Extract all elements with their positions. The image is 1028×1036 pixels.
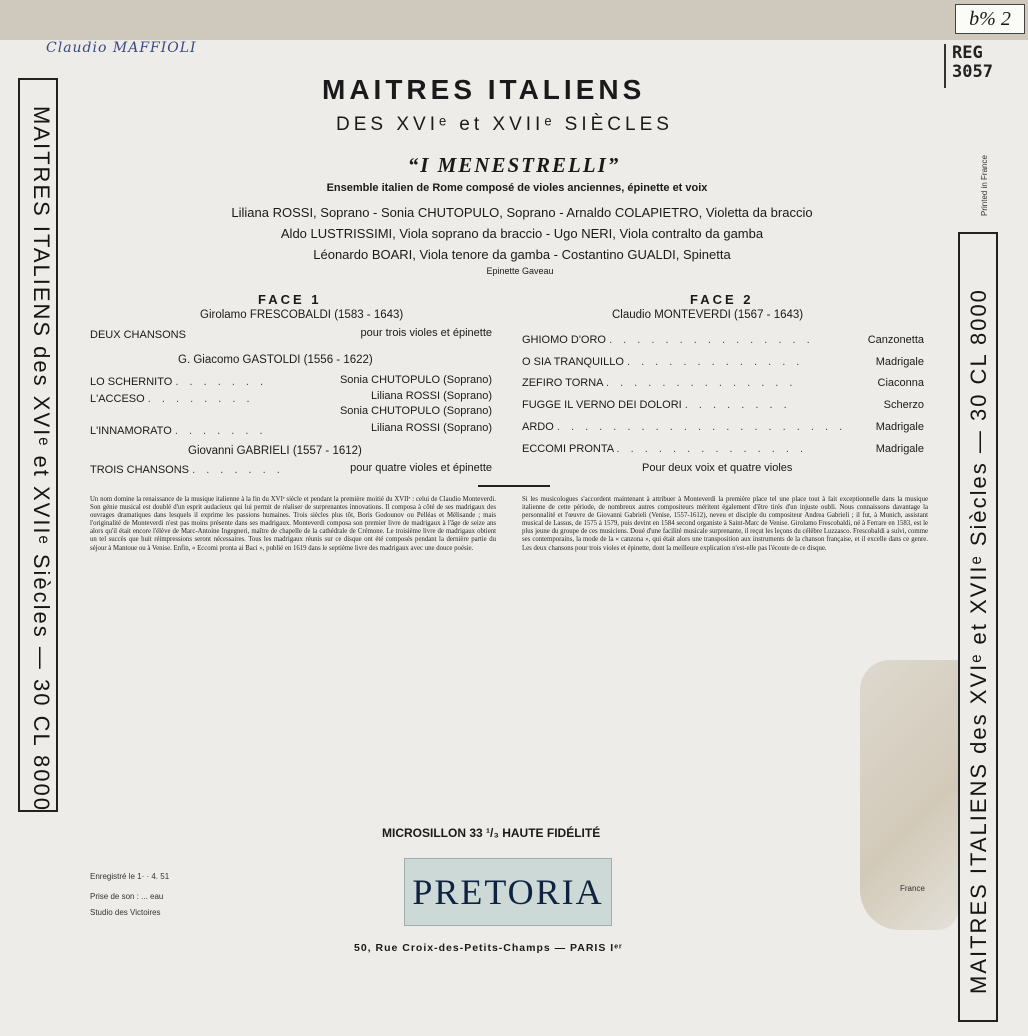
- track-form: Madrigale: [875, 421, 924, 433]
- studio-name: Studio des Victoires: [90, 908, 161, 917]
- track-detail-2: Sonia CHUTOPULO (Soprano): [339, 405, 492, 417]
- track-title: ECCOMI PRONTA: [522, 443, 614, 455]
- track-title: ARDO: [522, 421, 554, 433]
- track-title: L'INNAMORATO: [90, 425, 172, 437]
- track-title: FUGGE IL VERNO DEI DOLORI: [522, 399, 682, 411]
- track-form: Madrigale: [875, 356, 924, 368]
- track-form: Madrigale: [875, 443, 924, 455]
- printed-in-france: Printed in France: [980, 155, 989, 216]
- track-form: Ciaconna: [877, 377, 924, 389]
- track-deux-chansons: [90, 329, 186, 341]
- reg-label: REG: [952, 43, 983, 63]
- track-trois-chansons: [90, 464, 284, 476]
- leader-dots: . . . . . . . . . . . . .: [626, 356, 804, 368]
- track-title: ZEFIRO TORNA: [522, 377, 603, 389]
- france-small: France: [900, 884, 925, 893]
- spine-right: [958, 232, 998, 1022]
- publisher-address: 50, Rue Croix-des-Petits-Champs — PARIS Iᵉʳ: [354, 942, 623, 954]
- track-fugge-il-verno: [522, 399, 791, 411]
- track-ghiomo-d-oro: [522, 334, 814, 346]
- corner-handwritten-note: b% 2: [955, 4, 1025, 34]
- spine-left-text: MAITRES ITALIENS des XVIᵉ et XVIIᵉ Siècles — 30 CL 8000: [29, 106, 54, 812]
- performer-note: Epinette Gaveau: [486, 266, 554, 276]
- album-subtitle: DES XVIᵉ et XVIIᵉ SIÈCLES: [336, 114, 673, 135]
- ensemble-name: “I MENESTRELLI”: [407, 153, 621, 177]
- performer-line-1: Liliana ROSSI, Soprano - Sonia CHUTOPULO, Soprano - Arnaldo COLAPIETRO, Violetta da braccio: [231, 205, 813, 220]
- performer-line-2: Aldo LUSTRISSIMI, Viola soprano da braccio - Ugo NERI, Viola contralto da gamba: [280, 226, 764, 241]
- face-1-composer-gabrieli: Giovanni GABRIELI (1557 - 1612): [188, 445, 362, 457]
- face-1-composer-frescobaldi: Girolamo FRESCOBALDI (1583 - 1643): [200, 309, 404, 321]
- track-form: Canzonetta: [867, 334, 924, 346]
- track-detail: pour trois violes et épinette: [360, 327, 492, 339]
- face-1-heading: FACE 1: [258, 292, 322, 307]
- track-title: LO SCHERNITO: [90, 376, 173, 388]
- leader-dots: . . . . . . . . . . . . . . .: [609, 334, 814, 346]
- leader-dots: . . . . . . . . . . . . . . . . . . . . .: [556, 421, 847, 433]
- track-title: GHIOMO D'ORO: [522, 334, 606, 346]
- track-l-innamorato: [90, 425, 267, 437]
- track-o-sia-tranquillo: [522, 356, 803, 368]
- track-title: O SIA TRANQUILLO: [522, 356, 624, 368]
- face-2-composer-monteverdi: Claudio MONTEVERDI (1567 - 1643): [612, 309, 804, 321]
- leader-dots: . . . . . . . . . . . . . .: [616, 443, 808, 455]
- track-eccomi-pronta: [522, 443, 807, 455]
- track-detail: Liliana ROSSI (Soprano): [370, 390, 492, 402]
- sound-engineer: Prise de son : ... eau: [90, 892, 164, 901]
- liner-notes-left: Un nom domine la renaissance de la musique italienne à la fin du XVIᵉ siècle et pendant la première moitié du XVIIᵉ : celui de Claudio Monteverdi. Son génie musical est doublé d'un esprit audacieux qui lui permit de réaliser de surprenantes innovations. Il composa à côté de ses madrigaux des ouvrages dramatiques dans lesquels il exprime les passions humaines. Trois siècles plus tôt, Boris Godounov ou Pelléas et Mélisande ; mais l'originalité de Monteverdi n'est pas moins présente dans ses madrigaux. Monteverdi composa son premier livre de madrigaux à l'âge de seize ans alors qu'il était encore l'élève de Marc-Antoine Ingegneri, maître de chapelle de la cathédrale de Crémone. Le troisième livre de madrigaux obtient un tel succès que huit réimpressions seront nécessaires. Tous les madrigaux réunis sur ce disque ont été composés pendant la dernière partie du séjour à Mantoue ou à Venise. Enfin, « Eccomi pronta ai Baci », publié en 1619 dans le septième livre des madrigaux avec une douce poésie.: [90, 496, 496, 552]
- microsillon-label: MICROSILLON 33 ¹/₃ HAUTE FIDÉLITÉ: [382, 826, 601, 840]
- face-2-footer: Pour deux voix et quatre violes: [642, 462, 793, 474]
- performer-line-3: Léonardo BOARI, Viola tenore da gamba - Costantino GUALDI, Spinetta: [313, 247, 731, 262]
- leader-dots: . . . . . . . . . . . . . .: [605, 377, 797, 389]
- reg-number: 3057: [952, 62, 993, 82]
- registration-stamp: [944, 44, 1028, 88]
- handwritten-owner-name: Claudio MAFFIOLI: [46, 40, 197, 56]
- track-detail: Liliana ROSSI (Soprano): [370, 422, 492, 434]
- pretoria-logo: PRETORIA: [404, 858, 612, 926]
- ensemble-description: Ensemble italien de Rome composé de violes anciennes, épinette et voix: [326, 182, 708, 194]
- face-2-heading: FACE 2: [690, 292, 754, 307]
- track-form: Scherzo: [883, 399, 924, 411]
- spine-right-text: MAITRES ITALIENS des XVIᵉ et XVIIᵉ Siècles — 30 CL 8000: [966, 288, 991, 994]
- leader-dots: . . . . . . .: [192, 464, 284, 476]
- leader-dots: . . . . . . .: [175, 376, 268, 388]
- top-band: [0, 0, 1028, 40]
- track-detail: Sonia CHUTOPULO (Soprano): [339, 374, 492, 386]
- liner-notes-right: Si les musicologues s'accordent maintenant à attribuer à Monteverdi la première place tel une place tout à fait exceptionnelle dans la musique italienne de cette période, de nombreux autres compositeurs méritent également d'être tirés d'un injuste oubli. Nous connaissons davantage la personnalité et l'œuvre de Giovanni Gabrieli (Venise, 1557-1612), neveu et disciple du compositeur Andrea Gabrieli ; il fut, à Munich, assistant musical de Lassus, de 1575 à 1579, puis devint en 1584 second organiste à Saint-Marc de Venise. Girolamo Frescobaldi, né à Ferrare en 1583, est le plus jeune du groupe de ces musiciens. Doué d'une facilité musicale surprenante, il reçut les leçons du célèbre Luzzasco. Frescobaldi a suivi, comme ses contemporains, la mode de la « canzona », qui était alors une transposition aux instruments de la chanson française, et il excelle dans ce genre. Les deux chansons pour trois violes et épinette, dont la meilleure explication n'est-elle pas l'écoute de ce disque.: [522, 496, 928, 552]
- recording-date: Enregistré le 1· · 4. 51: [90, 872, 170, 881]
- leader-dots: . . . . . . . .: [684, 399, 791, 411]
- divider-bar: [478, 485, 550, 487]
- track-zefiro-torna: [522, 377, 796, 389]
- track-title: DEUX CHANSONS: [90, 329, 186, 341]
- track-lo-schernito: [90, 376, 267, 388]
- track-l-acceso: [90, 393, 254, 405]
- leader-dots: . . . . . . .: [174, 425, 267, 437]
- track-title: TROIS CHANSONS: [90, 464, 190, 476]
- track-detail: pour quatre violes et épinette: [350, 462, 492, 474]
- track-ardo: [522, 421, 846, 433]
- face-1-composer-gastoldi: G. Giacomo GASTOLDI (1556 - 1622): [178, 354, 373, 366]
- track-title: L'ACCESO: [90, 393, 145, 405]
- album-title: MAITRES ITALIENS: [322, 74, 646, 105]
- leader-dots: . . . . . . . .: [147, 393, 254, 405]
